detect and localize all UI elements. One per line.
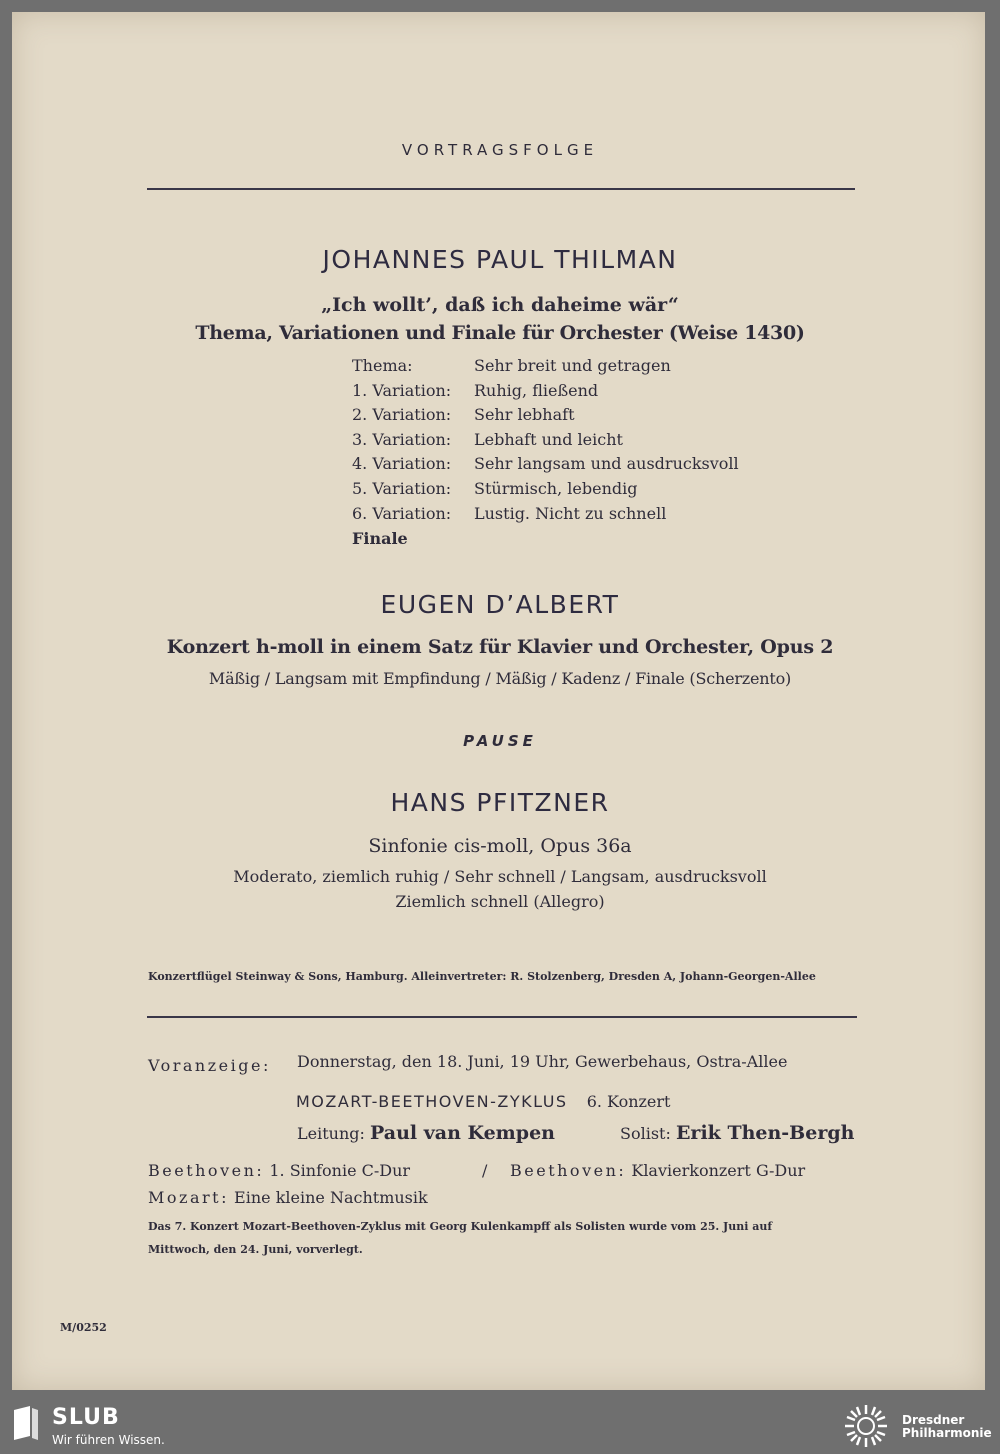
slub-logo[interactable]: SLUB xyxy=(52,1405,120,1430)
work-title-dalbert: Konzert h-moll in einem Satz für Klavier und Orchester, Opus 2 xyxy=(166,636,834,658)
piano-note: Konzertflügel Steinway & Sons, Hamburg. Alleinvertreter: R. Stolzenberg, Dresden A, Johann-Georgen-Allee xyxy=(148,970,816,983)
work-title-pfitzner: Sinfonie cis-moll, Opus 36a xyxy=(368,835,632,857)
section-rule xyxy=(147,1016,857,1018)
soloist-label: Solist: xyxy=(620,1124,671,1143)
movement-text: Sehr breit und getragen xyxy=(474,356,671,375)
work-movements-dalbert: Mäßig / Langsam mit Empfindung / Mäßig / Kadenz / Finale (Scherzento) xyxy=(208,669,792,688)
work-subtitle-thilman: Thema, Variationen und Finale für Orchester (Weise 1430) xyxy=(195,322,805,344)
composer-pfitzner: HANS PFITZNER xyxy=(390,788,610,817)
page-title: VORTRAGSFOLGE xyxy=(401,141,599,159)
movement-text: Lustig. Nicht zu schnell xyxy=(474,504,667,523)
beethoven-work-1: 1. Sinfonie C-Dur xyxy=(269,1161,411,1180)
philharmonie-sun-icon xyxy=(842,1402,890,1450)
movement-text: Stürmisch, lebendig xyxy=(474,479,638,498)
movement-label: Finale xyxy=(352,529,408,548)
movement-label: 3. Variation: xyxy=(352,430,452,449)
preview-date: Donnerstag, den 18. Juni, 19 Uhr, Gewerbehaus, Ostra-Allee xyxy=(297,1052,788,1071)
pause-label: PAUSE xyxy=(463,732,537,750)
movement-text: Ruhig, fließend xyxy=(474,381,599,400)
movement-label: 1. Variation: xyxy=(352,381,452,400)
header-rule xyxy=(147,188,855,190)
movement-text: Sehr langsam und ausdrucksvoll xyxy=(474,454,739,473)
movement-label: 4. Variation: xyxy=(352,454,452,473)
cycle-name: MOZART-BEETHOVEN-ZYKLUS xyxy=(296,1092,568,1111)
concert-number: 6. Konzert xyxy=(586,1092,671,1111)
preview-label: Voranzeige: xyxy=(148,1056,271,1075)
beethoven-work-2: Klavierkonzert G-Dur xyxy=(631,1161,806,1180)
mozart-label: Mozart: xyxy=(148,1188,229,1207)
beethoven-line xyxy=(148,1161,410,1180)
movement-text: Sehr lebhaft xyxy=(474,405,575,424)
work-movements-pfitzner-2: Ziemlich schnell (Allegro) xyxy=(395,892,605,911)
slub-tagline: Wir führen Wissen. xyxy=(52,1433,165,1447)
movement-label: Thema: xyxy=(352,356,413,375)
movement-label: 2. Variation: xyxy=(352,405,452,424)
philharmonie-logo-line-2: Philharmonie xyxy=(902,1426,992,1440)
composer-dalbert: EUGEN D’ALBERT xyxy=(380,590,620,619)
catalog-id: M/0252 xyxy=(60,1321,107,1334)
footer-bar xyxy=(0,1400,1000,1451)
movement-text: Lebhaft und leicht xyxy=(474,430,623,449)
work-separator: / xyxy=(482,1161,488,1180)
reschedule-note-1: Das 7. Konzert Mozart-Beethoven-Zyklus mit Georg Kulenkampff als Solisten wurde vom 25. Juni auf xyxy=(148,1220,773,1233)
conductor-label: Leitung: xyxy=(297,1124,365,1143)
beethoven-label-2: Beethoven: xyxy=(510,1161,627,1180)
composer-thilman: JOHANNES PAUL THILMAN xyxy=(322,245,678,274)
philharmonie-logo[interactable] xyxy=(902,1414,992,1440)
movement-label: 6. Variation: xyxy=(352,504,452,523)
program-sheet xyxy=(12,12,985,1390)
work-title-thilman: „Ich wollt’, daß ich daheime wär“ xyxy=(321,294,679,316)
soloist-name: Erik Then-Bergh xyxy=(675,1122,855,1144)
mozart-work: Eine kleine Nachtmusik xyxy=(234,1188,428,1207)
beethoven-label: Beethoven: xyxy=(148,1161,265,1180)
movement-label: 5. Variation: xyxy=(352,479,452,498)
work-movements-pfitzner: Moderato, ziemlich ruhig / Sehr schnell / Langsam, ausdrucksvoll xyxy=(233,867,767,886)
reschedule-note-2: Mittwoch, den 24. Juni, vorverlegt. xyxy=(148,1243,363,1256)
conductor-name: Paul van Kempen xyxy=(369,1122,555,1144)
philharmonie-logo-line-1: Dresdner xyxy=(902,1413,965,1427)
slub-book-icon xyxy=(12,1406,40,1442)
